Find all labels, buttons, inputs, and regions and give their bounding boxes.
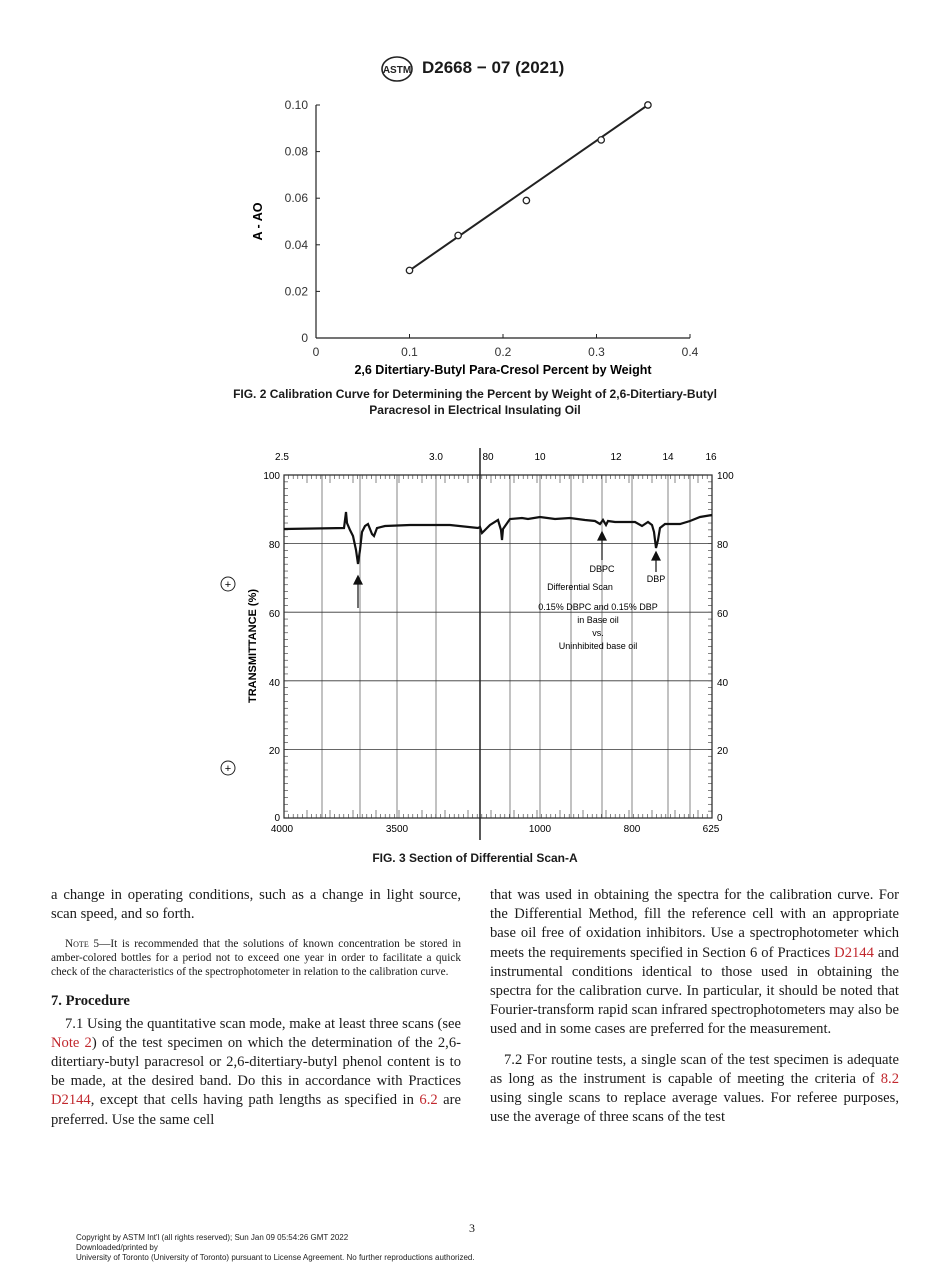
- d2144-link[interactable]: D2144: [834, 944, 874, 961]
- y-tick-label: 0.02: [284, 284, 308, 299]
- y-axis-label: A - AO: [251, 202, 265, 241]
- svg-text:+: +: [224, 579, 232, 591]
- svg-text:ASTM: ASTM: [382, 65, 412, 76]
- right-tick: 20: [717, 746, 729, 757]
- spectrum-trace: [284, 512, 712, 564]
- note-2-link[interactable]: Note 2: [51, 1034, 92, 1051]
- legend-line4: vs.: [592, 628, 604, 638]
- right-tick: 100: [717, 471, 734, 482]
- top-tick: 12: [610, 452, 622, 463]
- footer-copyright: Copyright by ASTM Int'l (all rights reserved); Sun Jan 09 05:54:26 GMT 2022: [76, 1233, 349, 1242]
- legend-line2: 0.15% DBPC and 0.15% DBP: [538, 602, 658, 612]
- chart-axes: [251, 98, 699, 377]
- top-tick: 14: [662, 452, 674, 463]
- differential-scan-figure: [210, 440, 750, 850]
- top-tick: 80: [482, 452, 494, 463]
- y-tick-label: 0.10: [284, 98, 308, 112]
- dbp-arrow: [652, 552, 660, 572]
- legend-line5: Uninhibited base oil: [558, 641, 638, 651]
- y-tick-label: 0.06: [284, 191, 308, 206]
- note-text: —It is recommended that the solutions of known concentration be stored in amber-colored bottles for a period not to exceed one year in order to facilitate a quick check of the characteristics of the spectrophotometer in relation to the calibration curve.: [51, 938, 462, 979]
- fig3-caption: FIG. 3 Section of Differential Scan-A: [372, 851, 578, 865]
- left-tick: 20: [268, 746, 280, 757]
- document-designation: D2668 − 07 (2021): [422, 58, 565, 77]
- top-tick: 16: [705, 452, 717, 463]
- dbpc-arrow: [598, 532, 606, 560]
- chart-marks: [406, 102, 651, 274]
- x-axis-label: 2,6 Ditertiary-Butyl Para-Cresol Percent by Weight: [354, 363, 652, 377]
- paragraph: a change in operating conditions, such as a change in light source, scan speed, and so forth.: [51, 887, 461, 923]
- x-tick-label: 0.1: [401, 345, 418, 359]
- bottom-tick: 1000: [528, 824, 552, 835]
- footer-license: University of Toronto (University of Toronto) pursuant to License Agreement. No further reproductions authorized.: [76, 1253, 475, 1262]
- top-tick: 3.0: [429, 452, 443, 463]
- svg-text:+: +: [224, 763, 232, 775]
- fig2-caption: [150, 386, 800, 418]
- x-tick-label: 0: [312, 345, 320, 359]
- note-5: [51, 937, 461, 979]
- footer-download: Downloaded/printed by: [76, 1243, 158, 1252]
- astm-logo-icon: [380, 55, 414, 83]
- legend-line3: in Base oil: [577, 615, 619, 625]
- x-tick-label: 0.3: [588, 345, 605, 359]
- legend-line1: Differential Scan: [547, 582, 613, 592]
- left-tick: 40: [268, 678, 280, 689]
- top-tick: 2.5: [275, 452, 289, 463]
- data-point: [598, 137, 604, 143]
- data-point: [645, 102, 651, 108]
- right-tick: 0: [717, 813, 723, 824]
- dbpc-label: DBPC: [589, 564, 615, 574]
- left-tick: 60: [268, 609, 280, 620]
- note-label: Note 5: [65, 938, 100, 951]
- paragraph-7-1: 7.1 Using the quantitative scan mode, make at least three scans (see Note 2) of the test specimen on which the determination of the 2,6-ditertiary-butyl paracresol or 2,6-ditertiary-butyl phenol content is to be made, at the desired band. Do this in accordance with Practices D2144, except that cells having path lengths as specified in 6.2 are preferred. Use the same cell: [51, 1015, 462, 1128]
- y-tick-label: 0: [301, 331, 308, 345]
- bottom-tick: 800: [623, 824, 641, 835]
- left-column: [51, 886, 461, 1130]
- section-heading: 7. Procedure: [51, 993, 130, 1010]
- paragraph-7-2: 7.2 For routine tests, a single scan of the test specimen is adequate as long as the instrument is capable of meeting the criteria of 8.2 using single scans to replace average values. For referee purposes, use the average of three scans of the test: [490, 1051, 899, 1126]
- right-column: [490, 886, 899, 1127]
- data-point: [523, 197, 529, 203]
- page-number: 3: [469, 1221, 475, 1235]
- footer: [76, 1233, 475, 1263]
- fig2-caption-line2: Paracresol in Electrical Insulating Oil: [369, 403, 581, 417]
- x-tick-label: 0.2: [494, 345, 512, 359]
- fig2-caption-line1: FIG. 2 Calibration Curve for Determining the Percent by Weight of 2,6-Ditertiary-Butyl: [233, 387, 717, 401]
- calibration-chart: [240, 92, 720, 382]
- transmittance-axis-label: TRANSMITTANCE (%): [247, 588, 259, 704]
- bottom-tick: 4000: [270, 824, 294, 835]
- section-8-2-link[interactable]: 8.2: [880, 1070, 899, 1087]
- left-tick: 100: [263, 471, 280, 482]
- right-tick: 60: [717, 609, 729, 620]
- d2144-link[interactable]: D2144: [51, 1092, 91, 1109]
- data-point: [406, 267, 412, 273]
- left-tick: 80: [268, 540, 280, 551]
- fit-line: [410, 105, 648, 270]
- paragraph: that was used in obtaining the spectra for the calibration curve. For the Differential Method, fill the reference cell with an appropriate base oil free of oxidation inhibitors. Use a spectrophotometer which meets the requirements specified in Section 6 of Practices D2144 and instrumental conditions identical to those used in obtaining the spectra for the calibration curve. In particular, it should be noted that Fourier-transform rapid scan infrared spectrophotometers may also be used and in some cases are preferred for the measurement.: [490, 887, 899, 1038]
- y-tick-label: 0.08: [284, 144, 308, 159]
- right-tick: 40: [717, 678, 729, 689]
- plus-marker-upper: [221, 577, 235, 591]
- data-point: [455, 232, 461, 238]
- y-tick-label: 0.04: [284, 237, 308, 252]
- band-arrow: [354, 576, 362, 608]
- left-tick: 0: [274, 813, 280, 824]
- dbp-label: DBP: [646, 574, 666, 584]
- section-6-2-link[interactable]: 6.2: [419, 1092, 438, 1109]
- plus-marker-lower: [221, 761, 235, 775]
- top-tick: 10: [534, 452, 546, 463]
- bottom-tick: 3500: [385, 824, 409, 835]
- x-tick-label: 0.4: [681, 345, 699, 359]
- right-tick: 80: [717, 540, 729, 551]
- bottom-tick: 625: [702, 824, 720, 835]
